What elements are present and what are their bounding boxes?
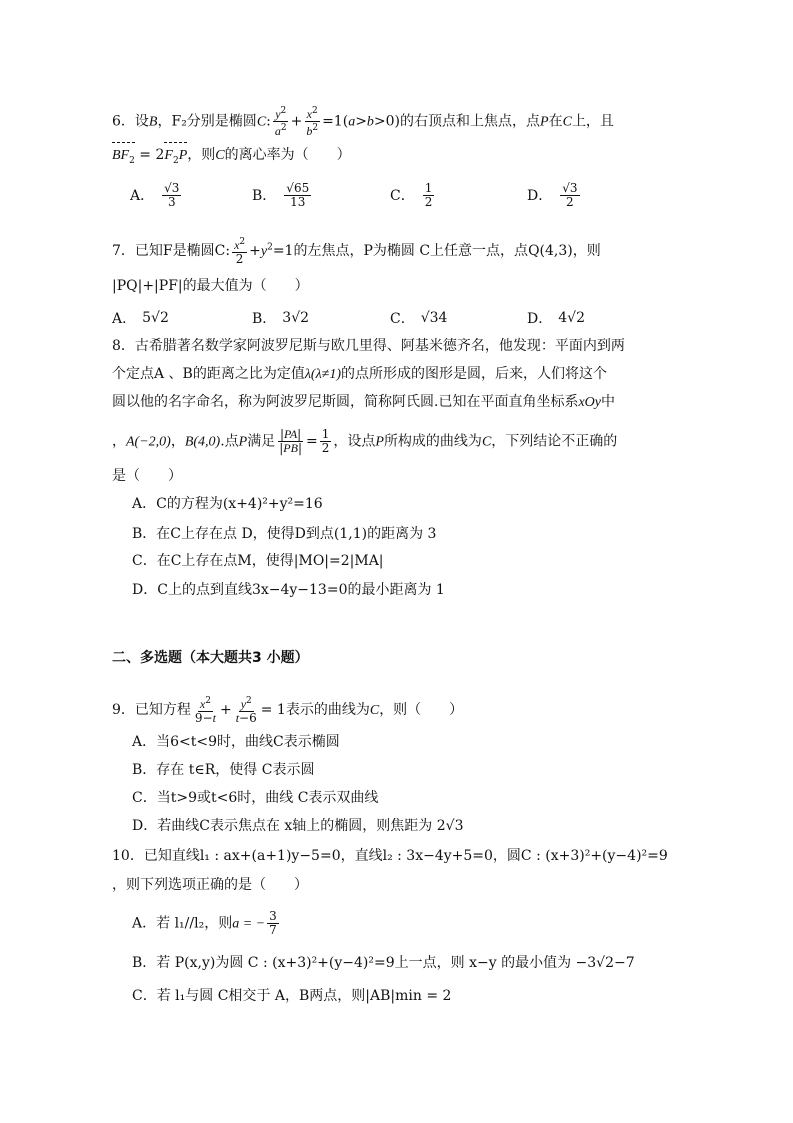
q8-line1: 8．古希腊著名数学家阿波罗尼斯与欧几里得、阿基米德齐名，他发现：平面内到两 (112, 338, 625, 354)
q6-option-c[interactable]: C． $\frac{1}{2}$ (390, 180, 433, 209)
q6-line1: 6．设B，F₂分别是椭圆C: $\frac{y^2}{a^2}$ + $\frac{x^2}{b^2}$ =1(a>b>0)的右顶点和上焦点，点P在C上，且 (112, 106, 614, 138)
ellipse-frac-x: $\frac{x^2}{b^2}$ (306, 106, 319, 138)
ellipse-frac-y: $\frac{y^2}{a^2}$ (274, 106, 287, 138)
q9-option-b[interactable]: B．存在 t∈R，使得 C表示圆 (132, 762, 315, 778)
q8-option-d[interactable]: D．C上的点到直线3x−4y−13=0的最小距离为 1 (132, 582, 445, 598)
q10-option-a[interactable]: A．若 l₁//l₂，则a = − $\frac{3}{7}$ (132, 909, 277, 937)
q6-line2: $BF_2 = 2F_2P$，则C的离心率为（ ） (112, 145, 351, 171)
q7-line2: |PQ|+|PF|的最大值为（ ） (112, 278, 309, 294)
q6-options (130, 175, 690, 215)
q8-option-b[interactable]: B．在C上存在点 D，使得D到点(1,1)的距离为 3 (132, 526, 437, 542)
q8-line2: 个定点A 、B的距离之比为定值λ(λ≠1)的点所形成的图形是圆，后来，人们将这个 (112, 366, 607, 382)
q9-option-c[interactable]: C．当t>9或t<6时，曲线 C表示双曲线 (132, 790, 379, 806)
q8-option-a[interactable]: A．C的方程为(x+4)²+y²=16 (132, 496, 323, 512)
q6-option-d[interactable]: D． $\frac{√3}{2}$ (527, 180, 578, 209)
q7-option-a[interactable]: A． 5√2 (112, 310, 169, 327)
q8-line3: 圆以他的名字命名，称为阿波罗尼斯圆，简称阿氏圆.已知在平面直角坐标系xOy中 (112, 394, 615, 410)
vector-f2p: $F_2P$ (164, 145, 187, 171)
q7-option-b[interactable]: B． 3√2 (252, 310, 310, 327)
q8-option-c[interactable]: C．在C上存在点M，使得|MO|=2|MA| (132, 553, 384, 569)
q8-line5: 是（ ） (112, 468, 182, 484)
q6-number: 6． (112, 113, 135, 130)
q7-line1: 7．已知F是椭圆C: $\frac{x^2}{2}$ $+y^2=1$的左焦点，P为椭圆 C上任意一点，点Q(4,3)，则 (112, 237, 601, 266)
q10-option-b[interactable]: B．若 P(x,y)为圆 C : (x+3)²+(y−4)²=9上一点，则 x−y 的最小值为 −3√2−7 (132, 955, 635, 971)
q10-line2: ，则下列选项正确的是（ ） (112, 877, 308, 893)
vector-bf2: $BF_2$ (112, 145, 135, 171)
q8-line4: ，A(−2,0)，B(4,0).点P满足 $\frac{|PA|}{|PB|}$ = $\frac{1}{2}$ ，设点P所构成的曲线为C，下列结论不正确的 (112, 427, 618, 455)
q10-option-c[interactable]: C．若 l₁与圆 C相交于 A，B两点，则|AB|min = 2 (132, 988, 452, 1004)
q6-option-b[interactable]: B． $\frac{√65}{13}$ (252, 180, 310, 209)
q7-options (112, 298, 672, 338)
q7-option-d[interactable]: D． 4√2 (527, 310, 585, 327)
q7-option-c[interactable]: C． √34 (390, 310, 448, 327)
ratio-frac: $\frac{|PA|}{|PB|}$ (279, 427, 302, 455)
q9-line1: 9．已知方程 $\frac{x^2}{9-t}$ + $\frac{y^2}{t-6}$ = 1表示的曲线为C，则（ ） (112, 696, 464, 725)
section-heading: 二、多选题（本大题共3 小题） (112, 650, 309, 666)
q9-option-a[interactable]: A．当6<t<9时，曲线C表示椭圆 (132, 734, 340, 750)
q9-option-d[interactable]: D．若曲线C表示焦点在 x轴上的椭圆，则焦距为 2√3 (132, 818, 464, 834)
q10-line1: 10．已知直线l₁ : ax+(a+1)y−5=0，直线l₂ : 3x−4y+5=0，圆C : (x+3)²+(y−4)²=9 (112, 848, 668, 864)
q6-option-a[interactable]: A． $\frac{√3}{3}$ (130, 180, 180, 209)
